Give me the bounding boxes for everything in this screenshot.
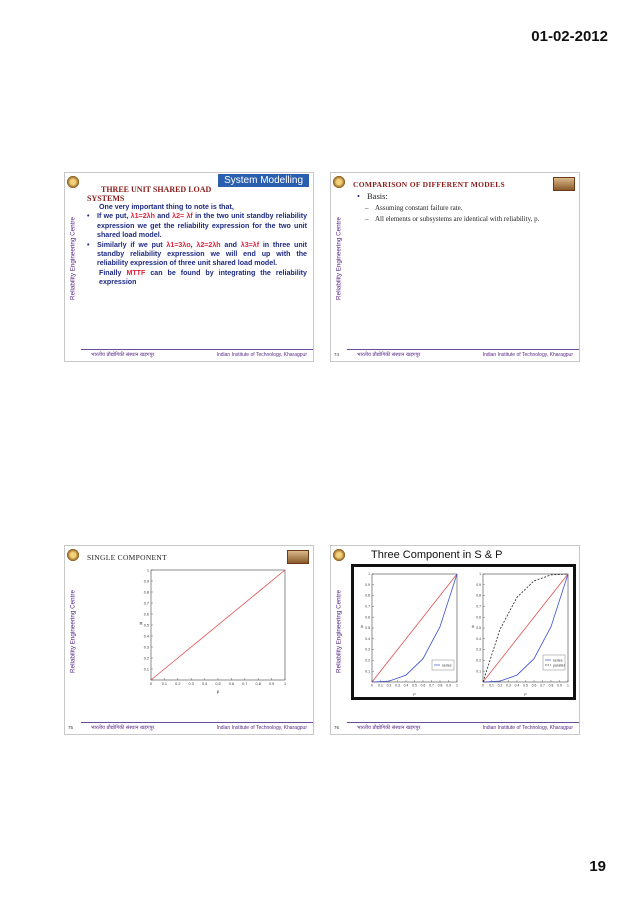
y-tick-label: 0.1: [476, 669, 481, 674]
page-date: 01-02-2012: [531, 28, 608, 45]
slide-content: [357, 191, 569, 224]
slide-footer: 76 भारतीय प्रौद्योगिकी संस्थान खड़गपुर Indian Institute of Technology, Kharagpur: [347, 722, 579, 734]
y-tick-label: 0.6: [476, 615, 481, 620]
legend-label: parallel: [553, 663, 565, 668]
legend-label: series: [442, 663, 452, 668]
y-axis-label: R: [360, 624, 364, 629]
x-axis-label: p: [524, 691, 527, 696]
x-tick-label: 0.7: [242, 681, 248, 686]
y-tick-label: 0.3: [143, 645, 149, 650]
intro-text: One very important thing to note is that,: [99, 203, 234, 211]
y-tick-label: 0.9: [143, 579, 149, 584]
x-tick-label: 0.4: [403, 683, 409, 688]
x-axis-label: p: [216, 689, 220, 694]
y-tick-label: 0.7: [365, 604, 370, 609]
x-tick-label: 0.9: [446, 683, 451, 688]
y-tick-label: 0.2: [365, 658, 370, 663]
y-tick-label: 0.3: [365, 647, 370, 652]
y-tick-label: 0.9: [476, 582, 481, 587]
slide-footer: 74 भारतीय प्रौद्योगिकी संस्थान खड़गपुर Indian Institute of Technology, Kharagpur: [347, 349, 579, 361]
x-tick-label: 0.1: [378, 683, 383, 688]
slide-footer: भारतीय प्रौद्योगिकी संस्थान खड़गपुर Indian Institute of Technology, Kharagpur: [81, 349, 313, 361]
iit-logo-icon: [66, 548, 80, 562]
sidebar-label: Reliability Engineering Centre: [335, 217, 343, 300]
slide-single-component: [64, 545, 314, 735]
x-tick-label: 1: [283, 681, 287, 686]
slide-title: SINGLE COMPONENT: [87, 553, 168, 562]
sidebar-label: Reliability Engineering Centre: [69, 217, 77, 300]
series-chart: [356, 568, 461, 696]
slide-sidebar: [331, 546, 347, 734]
y-tick-label: 0.1: [143, 667, 149, 672]
x-tick-label: 0: [371, 683, 373, 688]
y-tick-label: 0.8: [476, 593, 481, 598]
y-tick-label: 0.7: [476, 604, 481, 609]
x-tick-label: 0.3: [506, 683, 511, 688]
slide-banner: System Modelling: [218, 174, 309, 187]
y-tick-label: 0.8: [143, 590, 149, 595]
dash-item: – Assuming constant failure rate.: [365, 204, 463, 212]
legend-label: series: [553, 658, 563, 663]
y-tick-label: 0.4: [476, 636, 481, 641]
slide-sidebar: [331, 173, 347, 361]
slide-footer: 75 भारतीय प्रौद्योगिकी संस्थान खड़गपुर Indian Institute of Technology, Kharagpur: [81, 722, 313, 734]
y-tick-label: 0.2: [143, 656, 149, 661]
y-tick-label: 0.2: [476, 658, 481, 663]
sidebar-label: Reliability Engineering Centre: [335, 590, 343, 673]
x-tick-label: 0.1: [161, 681, 168, 686]
single-component-chart: [95, 564, 305, 694]
slide-sidebar: [65, 173, 81, 361]
x-tick-label: 0.3: [188, 681, 194, 686]
y-tick-label: 0.8: [365, 593, 370, 598]
y-tick-label: 1: [479, 572, 481, 577]
y-tick-label: 0.1: [365, 669, 370, 674]
slide-titlebar: [81, 548, 313, 561]
y-tick-label: 0.5: [143, 623, 149, 628]
final-text: Finally MTTF can be found by integrating the reliability expression: [99, 268, 307, 287]
slide-three-component: [330, 545, 580, 735]
x-tick-label: 0.8: [437, 683, 443, 688]
x-tick-label: 0.6: [228, 681, 235, 686]
x-tick-label: 0.7: [429, 683, 434, 688]
dash-item: – All elements or subsystems are identical with reliability, p.: [365, 215, 540, 223]
y-tick-label: 0.4: [365, 636, 370, 641]
x-tick-label: 0: [149, 681, 153, 686]
x-tick-label: 0.9: [268, 681, 275, 686]
x-tick-label: 0.5: [215, 681, 221, 686]
y-tick-label: 1: [368, 572, 370, 577]
x-tick-label: 0.7: [540, 683, 545, 688]
x-tick-label: 0.5: [412, 683, 417, 688]
slide-heading: THREE UNIT SHARED LOAD SYSTEMS: [87, 185, 212, 203]
iit-logo-icon: [332, 175, 346, 189]
x-tick-label: 0.9: [557, 683, 562, 688]
y-tick-label: 1: [146, 568, 149, 573]
bullet-item: • Similarly if we put λ1=3λo, λ2=2λh and λ3=λf in three unit standby reliability expression we will end up with the reliability expression of three unit shared load model.: [87, 241, 307, 269]
y-tick-label: 0.6: [143, 612, 149, 617]
x-tick-label: 0.3: [395, 683, 400, 688]
slide-system-modelling: [64, 172, 314, 362]
bullet-item: • Basis:: [357, 191, 569, 201]
x-tick-label: 1: [456, 683, 458, 688]
iit-logo-icon: [332, 548, 346, 562]
x-tick-label: 1: [567, 683, 569, 688]
x-tick-label: 0.2: [386, 683, 392, 688]
x-axis-label: p: [413, 691, 416, 696]
x-tick-label: 0.6: [531, 683, 537, 688]
slide-comparison: [330, 172, 580, 362]
x-tick-label: 0.8: [548, 683, 554, 688]
iit-logo-icon: [66, 175, 80, 189]
y-tick-label: 0.4: [143, 634, 149, 639]
slide-titlebar: [347, 175, 579, 188]
series-line: [151, 570, 285, 680]
y-tick-label: 0.7: [143, 601, 149, 606]
x-tick-label: 0.8: [255, 681, 261, 686]
x-tick-label: 0: [482, 683, 484, 688]
y-tick-label: 0.6: [365, 615, 370, 620]
x-tick-label: 0.2: [175, 681, 181, 686]
slide-content: [87, 185, 307, 288]
y-axis-label: R: [471, 624, 475, 629]
bullet-item: • If we put, λ1=2λh and λ2= λf in the two unit standby reliability expression we get the reliability expression for the two unit shared load model.: [87, 212, 307, 240]
x-tick-label: 0.4: [201, 681, 208, 686]
x-tick-label: 0.1: [489, 683, 494, 688]
y-axis-label: R: [139, 621, 143, 626]
sidebar-label: Reliability Engineering Centre: [69, 590, 77, 673]
x-tick-label: 0.2: [497, 683, 503, 688]
slide-sidebar: [65, 546, 81, 734]
x-tick-label: 0.6: [420, 683, 426, 688]
y-tick-label: 0.3: [476, 647, 481, 652]
y-tick-label: 0.5: [365, 626, 370, 631]
parallel-chart: [467, 568, 572, 696]
y-tick-label: 0.5: [476, 626, 481, 631]
x-tick-label: 0.5: [523, 683, 528, 688]
building-logo-icon: [553, 177, 575, 191]
slide-title: Three Component in S & P: [371, 549, 503, 561]
slide-title: COMPARISON OF DIFFERENT MODELS: [353, 180, 505, 189]
page-number: 19: [589, 858, 606, 875]
y-tick-label: 0.9: [365, 582, 370, 587]
x-tick-label: 0.4: [514, 683, 520, 688]
building-logo-icon: [287, 550, 309, 564]
